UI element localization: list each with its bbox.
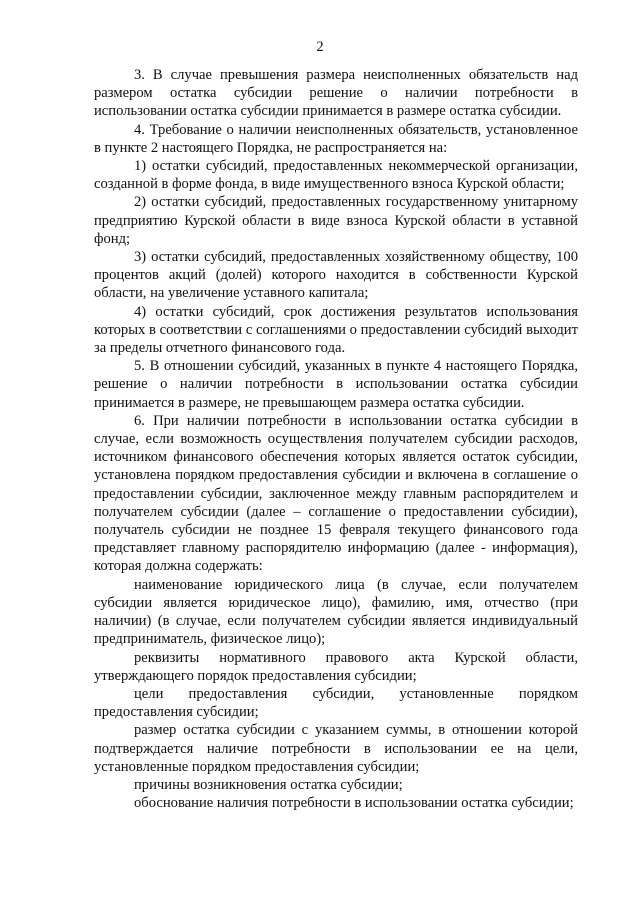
info-item-justification: обоснование наличия потребности в использовании остатка субсидии; [134,795,574,812]
info-item-reasons: причины возникновения остатка субсидии; [134,776,403,793]
paragraph-4: 4. Требование о наличии неисполненных обязательств, установленное в пункте 2 настоящего Порядка, не распространяется на: [94,121,578,156]
info-item-residual-amount: размер остатка субсидии с указанием суммы, в отношении которой подтверждается наличие потребности в использовании ее на цели, установленные порядком предоставления субсидии; [94,722,578,775]
list-item-3: 3) остатки субсидий, предоставленных хозяйственному обществу, 100 процентов акций (долей) которого находится в собственности Курской области, на увеличение уставного капитала; [94,249,578,302]
info-item-act-details: реквизиты нормативного правового акта Курской области, утверждающего порядок предоставления субсидии; [94,649,578,684]
paragraph-3: 3. В случае превышения размера неисполненных обязательств над размером остатка субсидии решение о наличии потребности в использовании остатка субсидии принимается в размере остатка субсидии. [94,67,578,120]
page-number: 2 [316,39,324,55]
paragraph-5: 5. В отношении субсидий, указанных в пункте 4 настоящего Порядка, решение о наличии потребности в использовании остатка субсидии принимается в размере, не превышающем размера остатка субсидии. [94,358,578,411]
info-item-goals: цели предоставления субсидии, установленные порядком предоставления субсидии; [94,685,578,721]
list-item-2: 2) остатки субсидий, предоставленных государственному унитарному предприятию Курской области в виде взноса Курской области в уставной фонд; [94,194,578,247]
document-body [94,66,578,812]
paragraph-6: 6. При наличии потребности в использовании остатка субсидии в случае, если возможность осуществления получателем субсидии расходов, источником финансового обеспечения которых является остаток субсидии, установлена порядком предоставления субсидии и включена в соглашение о предоставлении субсидии, заключенное между главным распорядителем и получателем субсидии (далее – соглашение о предоставлении субсидии), получатель субсидии не позднее 15 февраля текущего финансового года представляет главному распорядителю информацию (далее - информация), которая должна содержать: [94,412,578,575]
list-item-4: 4) остатки субсидий, срок достижения результатов использования которых в соответствии с соглашениями о предоставлении субсидий выходит за пределы отчетного финансового года. [94,303,578,357]
info-item-name: наименование юридического лица (в случае, если получателем субсидии является юридическое лицо), фамилию, имя, отчество (при наличии) (в случае, если получателем субсидии является индивидуальный предприниматель, физическое лицо); [94,576,578,648]
list-item-1: 1) остатки субсидий, предоставленных некоммерческой организации, созданной в форме фонда, в виде имущественного взноса Курской области; [94,158,578,193]
